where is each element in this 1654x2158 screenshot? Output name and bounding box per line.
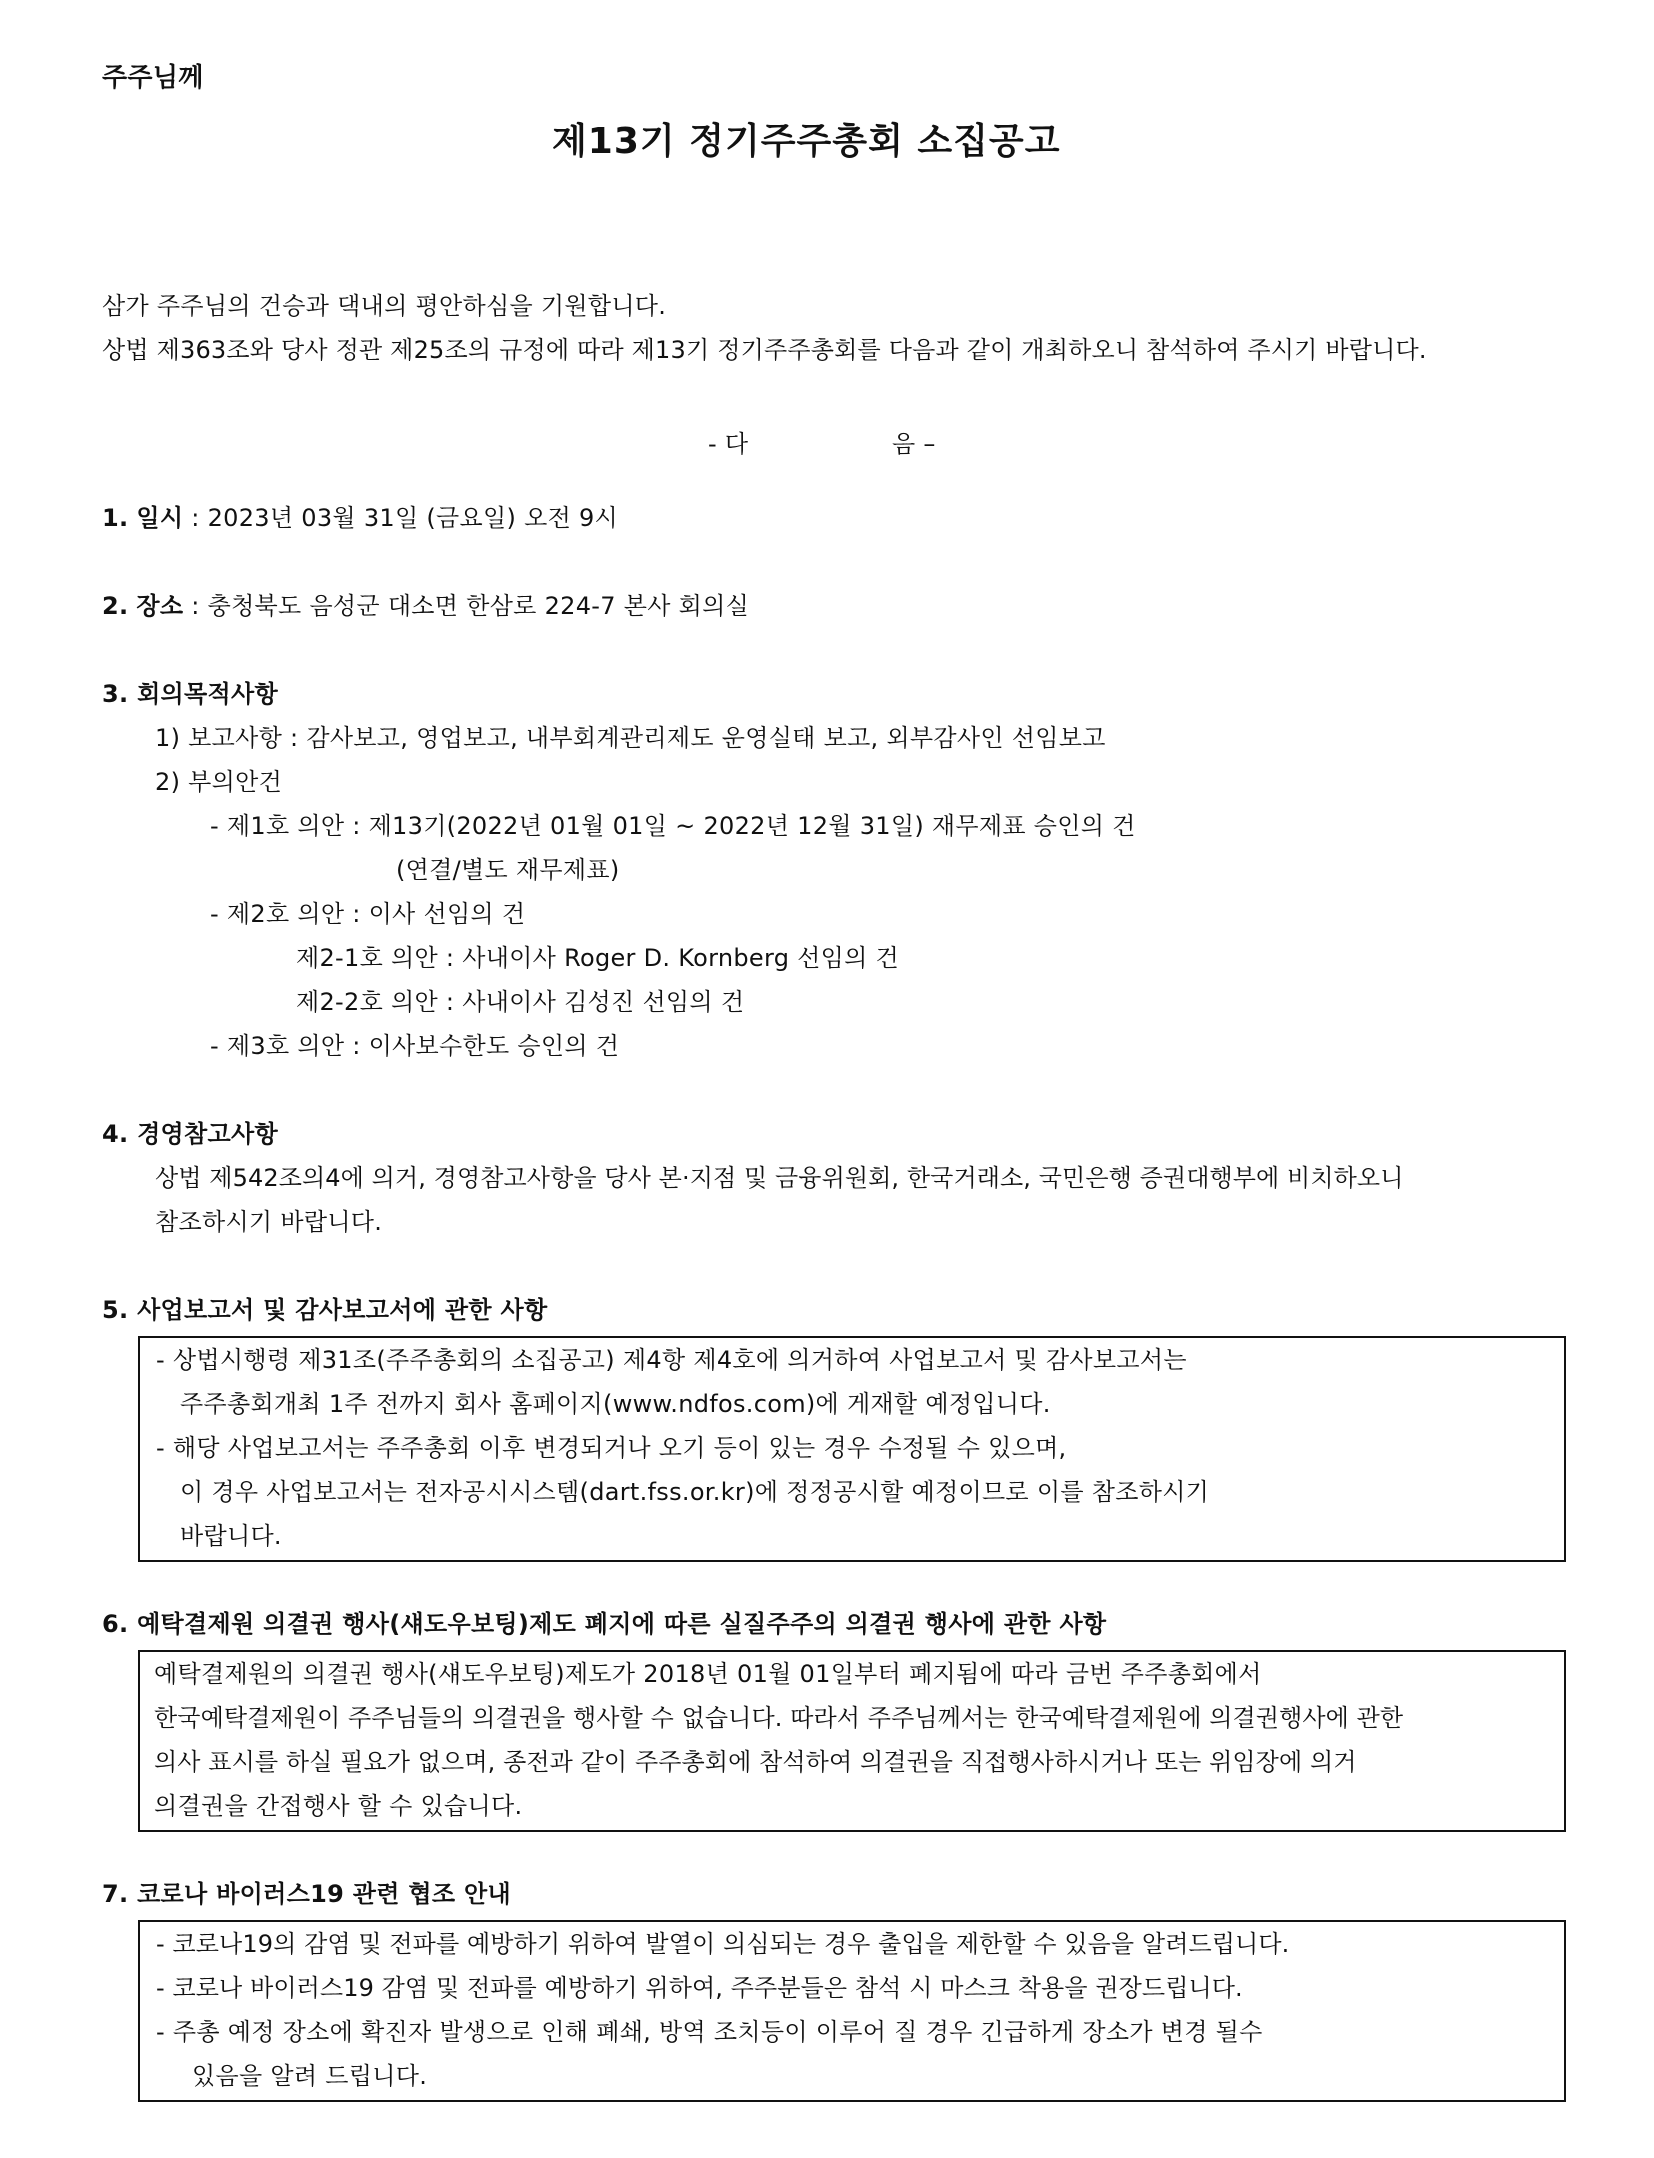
agenda-1-note: (연결/별도 재무제표) [396, 856, 620, 884]
agenda-2: - 제2호 의안 : 이사 선임의 건 [210, 900, 526, 928]
section-2 [102, 590, 749, 622]
section-2-number: 2. [102, 592, 129, 620]
section-4-number: 4. [102, 1120, 129, 1148]
intro-line-2: 상법 제363조와 당사 정관 제25조의 규정에 따라 제13기 정기주주총회를 다음과 같이 개최하오니 참석하여 주시기 바랍니다. [102, 336, 1427, 364]
agenda-2-2: 제2-2호 의안 : 사내이사 김성진 선임의 건 [296, 988, 745, 1016]
section-5-heading [102, 1294, 547, 1326]
section-6-heading [102, 1608, 1106, 1640]
section-2-text: : 충청북도 음성군 대소면 한삼로 224-7 본사 회의실 [191, 592, 750, 620]
section-3-title: 회의목적사항 [137, 680, 278, 708]
section-5-number: 5. [102, 1296, 129, 1324]
section-1-text: : 2023년 03월 31일 (금요일) 오전 9시 [191, 504, 619, 532]
agenda-1: - 제1호 의안 : 제13기(2022년 01월 01일 ~ 2022년 12월 31일) 재무제표 승인의 건 [210, 812, 1136, 840]
section-5-line-4: 이 경우 사업보고서는 전자공시시스템(dart.fss.or.kr)에 정정공시할 예정이므로 이를 참조하시기 [180, 1478, 1210, 1506]
report-items: 1) 보고사항 : 감사보고, 영업보고, 내부회계관리제도 운영실태 보고, 외부감사인 선임보고 [155, 724, 1106, 752]
section-5-line-2: 주주총회개최 1주 전까지 회사 홈페이지(www.ndfos.com)에 게재할 예정입니다. [180, 1390, 1051, 1418]
section-7-heading [102, 1878, 511, 1910]
section-7-number: 7. [102, 1880, 129, 1908]
divider-right: 음 – [892, 430, 936, 458]
section-4-line-1: 상법 제542조의4에 의거, 경영참고사항을 당사 본·지점 및 금융위원회, 한국거래소, 국민은행 증권대행부에 비치하오니 [155, 1164, 1404, 1192]
agenda-items-label: 2) 부의안건 [155, 768, 283, 796]
section-5-line-1: - 상법시행령 제31조(주주총회의 소집공고) 제4항 제4호에 의거하여 사업보고서 및 감사보고서는 [156, 1346, 1187, 1374]
section-3-number: 3. [102, 680, 129, 708]
agenda-3: - 제3호 의안 : 이사보수한도 승인의 건 [210, 1032, 620, 1060]
section-7-line-4: 있음을 알려 드립니다. [192, 2062, 428, 2090]
section-4-title: 경영참고사항 [137, 1120, 278, 1148]
section-7-line-1: - 코로나19의 감염 및 전파를 예방하기 위하여 발열이 의심되는 경우 출입을 제한할 수 있음을 알려드립니다. [156, 1930, 1290, 1958]
section-6-line-2: 한국예탁결제원이 주주님들의 의결권을 행사할 수 없습니다. 따라서 주주님께서는 한국예탁결제원에 의결권행사에 관한 [154, 1704, 1404, 1732]
intro-line-1: 삼가 주주님의 건승과 댁내의 평안하심을 기원합니다. [102, 292, 667, 320]
section-2-heading: 장소 [136, 592, 184, 620]
page-title: 제13기 정기주주총회 소집공고 [552, 121, 1061, 162]
section-6-number: 6. [102, 1610, 129, 1638]
section-6-line-1: 예탁결제원의 의결권 행사(섀도우보팅)제도가 2018년 01월 01일부터 폐지됨에 따라 금번 주주총회에서 [154, 1660, 1262, 1688]
section-1 [102, 502, 618, 534]
section-3-heading [102, 678, 278, 710]
section-7-line-3: - 주총 예정 장소에 확진자 발생으로 인해 폐쇄, 방역 조치등이 이루어 질 경우 긴급하게 장소가 변경 될수 [156, 2018, 1263, 2046]
section-6-line-3: 의사 표시를 하실 필요가 없으며, 종전과 같이 주주총회에 참석하여 의결권을 직접행사하시거나 또는 위임장에 의거 [154, 1748, 1357, 1776]
section-5-line-5: 바랍니다. [180, 1522, 282, 1550]
agenda-2-1: 제2-1호 의안 : 사내이사 Roger D. Kornberg 선임의 건 [296, 944, 900, 972]
section-7-line-2: - 코로나 바이러스19 감염 및 전파를 예방하기 위하여, 주주분들은 참석 시 마스크 착용을 권장드립니다. [156, 1974, 1243, 2002]
section-5-title: 사업보고서 및 감사보고서에 관한 사항 [137, 1296, 548, 1324]
section-1-number: 1. [102, 504, 129, 532]
section-4-line-2: 참조하시기 바랍니다. [155, 1208, 383, 1236]
section-7-title: 코로나 바이러스19 관련 협조 안내 [137, 1880, 511, 1908]
greeting: 주주님께 [102, 63, 204, 93]
section-6-line-4: 의결권을 간접행사 할 수 있습니다. [154, 1792, 523, 1820]
section-5-line-3: - 해당 사업보고서는 주주총회 이후 변경되거나 오기 등이 있는 경우 수정될 수 있으며, [156, 1434, 1067, 1462]
section-1-heading: 일시 [136, 504, 184, 532]
section-6-title: 예탁결제원 의결권 행사(섀도우보팅)제도 폐지에 따른 실질주주의 의결권 행사에 관한 사항 [137, 1610, 1107, 1638]
divider-left: - 다 [708, 430, 749, 458]
section-4-heading [102, 1118, 278, 1150]
